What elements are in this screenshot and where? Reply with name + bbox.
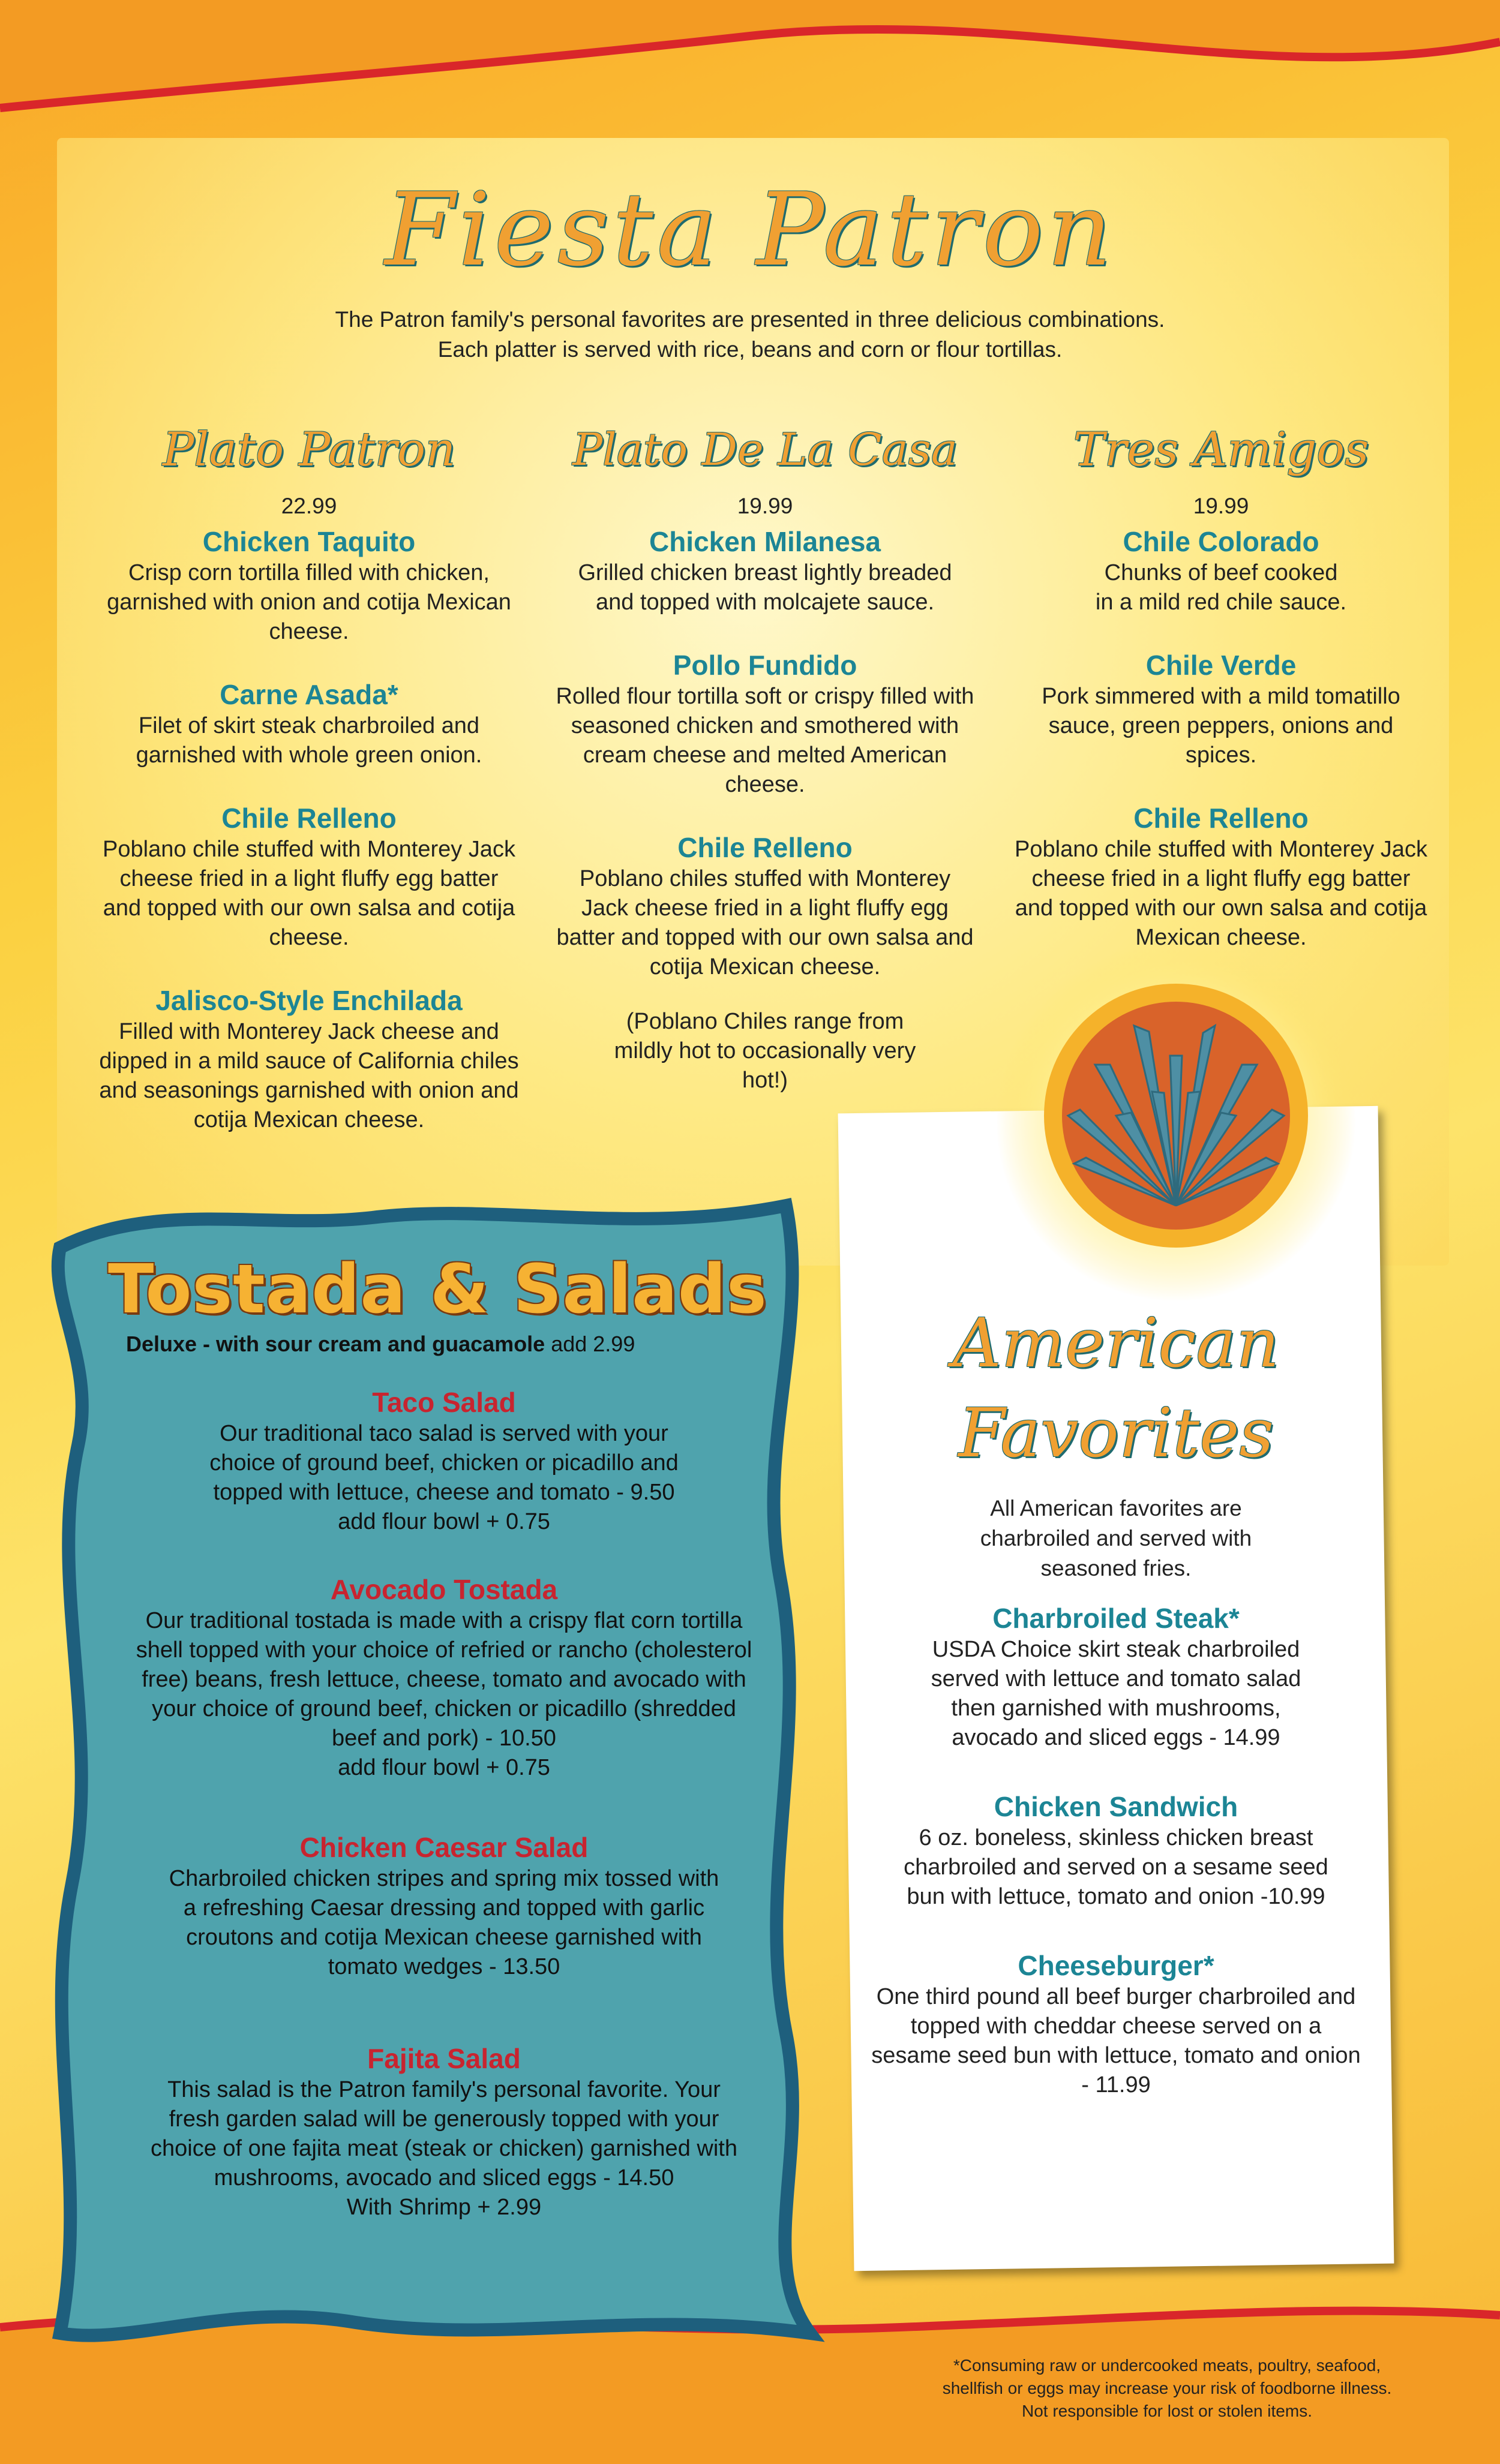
agave-badge: [990, 936, 1362, 1308]
salad-item: [114, 1573, 774, 1783]
column-title: Plato Patron: [162, 423, 456, 477]
agave-icon: [990, 936, 1362, 1308]
salad-extra: add flour bowl + 0.75: [338, 1509, 550, 1534]
american-item: [849, 1601, 1383, 1753]
dish-item: [93, 525, 525, 647]
salad-extra: add flour bowl + 0.75: [338, 1755, 550, 1780]
page-title: Fiesta Patron: [385, 171, 1115, 289]
column-price: 19.99: [737, 494, 793, 518]
deluxe-note: [126, 1332, 635, 1357]
column-tres-amigos: [1005, 417, 1437, 984]
column-title: Tres Amigos: [1073, 423, 1369, 477]
dish-description: Poblano chiles stuffed with Monterey Jack cheese fried in a light fluffy egg batter and topped with our own salsa and cotija Mexican cheese.: [556, 866, 974, 979]
salad-item: [114, 2042, 774, 2222]
dish-name: Chicken Taquito: [202, 526, 416, 557]
dish-description: Chunks of beef cooked in a mild red chile sauce.: [1095, 560, 1347, 615]
american-favorites-title: [858, 1299, 1374, 1479]
dish-item: [93, 984, 525, 1135]
dish-item: [549, 525, 981, 617]
salad-item: [114, 1386, 774, 1537]
american-item: [849, 1790, 1383, 1912]
column-title: Plato De La Casa: [572, 424, 958, 476]
tostada-title: Tostada & Salads: [108, 1251, 767, 1329]
dish-item: [1005, 648, 1437, 770]
deluxe-price: add 2.99: [551, 1332, 635, 1356]
dish-name: Chile Colorado: [1123, 526, 1319, 557]
dish-item: [1005, 525, 1437, 617]
american-intro: All American favorites are charbroiled and served with seasoned fries.: [980, 1496, 1252, 1580]
deluxe-label: Deluxe - with sour cream and guacamole: [126, 1332, 545, 1356]
american-item-name: Charbroiled Steak*: [992, 1603, 1240, 1634]
dish-description: Filled with Monterey Jack cheese and dipped in a mild sauce of California chiles and seasonings garnished with onion and cotija Mexican cheese.: [99, 1019, 519, 1132]
american-item-name: Chicken Sandwich: [994, 1791, 1238, 1822]
salad-name: Taco Salad: [372, 1387, 516, 1418]
column-price: 22.99: [281, 494, 337, 518]
dish-name: Chile Relleno: [1133, 803, 1309, 834]
dish-description: Crisp corn tortilla filled with chicken, garnished with onion and cotija Mexican cheese.: [107, 560, 511, 644]
american-item-name: Cheeseburger*: [1018, 1950, 1214, 1981]
american-item: [849, 1949, 1383, 2100]
salad-description: Our traditional tostada is made with a crispy flat corn tortilla shell topped with your choice of refried or rancho (cholesterol free) beans, fresh lettuce, cheese, tomato and avocado with your choice of ground beef, chicken or picadillo (shredded beef and pork) - 10.50: [136, 1608, 752, 1751]
dish-description: Filet of skirt steak charbroiled and garnished with whole green onion.: [136, 713, 482, 768]
salad-name: Chicken Caesar Salad: [299, 1832, 589, 1863]
footnote-line-1: *Consuming raw or undercooked meats, poultry, seafood,: [953, 2356, 1381, 2375]
salad-description: Our traditional taco salad is served with your choice of ground beef, chicken or picadillo and topped with lettuce, cheese and tomato - 9.50: [209, 1421, 679, 1505]
dish-description: Grilled chicken breast lightly breaded and topped with molcajete sauce.: [578, 560, 952, 615]
dish-name: Carne Asada*: [220, 679, 398, 710]
dish-item: [549, 648, 981, 800]
footnote-line-3: Not responsible for lost or stolen items.: [1022, 2402, 1312, 2420]
footnote: [888, 2354, 1446, 2423]
american-title-line-1: American: [952, 1305, 1280, 1383]
dish-name: Chile Relleno: [677, 832, 853, 863]
dish-item: [549, 831, 981, 982]
dish-item: [93, 801, 525, 952]
dish-description: Poblano chile stuffed with Monterey Jack cheese fried in a light fluffy egg batter and topped with our own salsa and cotija Mexican cheese.: [1015, 837, 1427, 950]
american-item-description: USDA Choice skirt steak charbroiled served with lettuce and tomato salad then garnished with mushrooms, avocado and sliced eggs - 14.99: [931, 1637, 1301, 1750]
dish-name: Chile Verde: [1145, 650, 1297, 681]
american-title-line-2: Favorites: [958, 1395, 1274, 1473]
intro-line-1: The Patron family's personal favorites are presented in three delicious combinations.: [335, 307, 1165, 332]
poblano-note: (Poblano Chiles range from mildly hot to occasionally very hot!): [614, 1009, 916, 1093]
dish-name: Chicken Milanesa: [649, 526, 881, 557]
salad-extra: With Shrimp + 2.99: [346, 2195, 542, 2220]
dish-description: Poblano chile stuffed with Monterey Jack cheese fried in a light fluffy egg batter and topped with our own salsa and cotija cheese.: [103, 837, 515, 950]
dish-description: Pork simmered with a mild tomatillo sauce, green peppers, onions and spices.: [1042, 684, 1400, 768]
footnote-line-2: shellfish or eggs may increase your risk of foodborne illness.: [942, 2379, 1392, 2397]
dish-name: Pollo Fundido: [673, 650, 857, 681]
column-plato-patron: [93, 417, 525, 1166]
tostada-items: [114, 1386, 774, 2258]
american-item-description: 6 oz. boneless, skinless chicken breast charbroiled and served on a sesame seed bun with lettuce, tomato and onion -10.99: [904, 1825, 1328, 1909]
intro-text: [240, 305, 1260, 365]
dish-item: [93, 678, 525, 770]
dish-name: Jalisco-Style Enchilada: [155, 985, 463, 1016]
salad-name: Fajita Salad: [367, 2043, 521, 2074]
salad-item: [114, 1831, 774, 1982]
dish-name: Chile Relleno: [221, 803, 397, 834]
column-plato-de-la-casa: [549, 417, 981, 1095]
salad-description: This salad is the Patron family's personal favorite. Your fresh garden salad will be generously topped with your choice of one fajita meat (steak or chicken) garnished with mushrooms, avocado and sliced eggs - 14.50: [151, 2077, 737, 2190]
salad-name: Avocado Tostada: [330, 1574, 558, 1605]
salad-description: Charbroiled chicken stripes and spring mix tossed with a refreshing Caesar dressing and topped with garlic croutons and cotija Mexican cheese garnished with tomato wedges - 13.50: [169, 1866, 719, 1979]
american-item-description: One third pound all beef burger charbroiled and topped with cheddar cheese served on a sesame seed bun with lettuce, tomato and onion - 11.99: [871, 1984, 1361, 2098]
intro-line-2: Each platter is served with rice, beans and corn or flour tortillas.: [437, 337, 1063, 362]
american-favorites-body: [849, 1494, 1383, 2137]
column-price: 19.99: [1193, 494, 1249, 518]
dish-item: [1005, 801, 1437, 952]
dish-description: Rolled flour tortilla soft or crispy filled with seasoned chicken and smothered with cream cheese and melted American cheese.: [556, 684, 974, 797]
